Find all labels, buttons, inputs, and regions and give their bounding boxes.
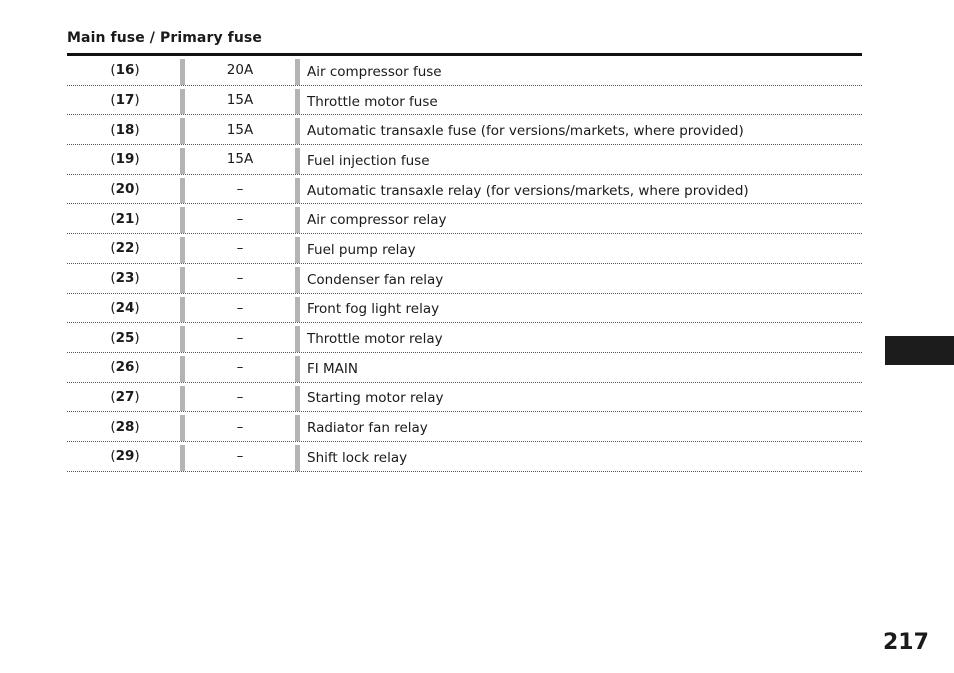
table-row	[67, 323, 862, 353]
fuse-number: ( 22 )	[110, 240, 140, 257]
page-number: 217	[883, 630, 929, 655]
fuse-rating: –	[236, 359, 244, 376]
column-divider	[295, 178, 300, 204]
fuse-rating: –	[236, 388, 244, 405]
column-divider	[295, 326, 300, 352]
fuse-number: ( 29 )	[110, 448, 140, 465]
table-row	[67, 383, 862, 413]
fuse-number: ( 24 )	[110, 299, 140, 316]
column-divider	[295, 267, 300, 293]
fuse-description: Starting motor relay	[307, 390, 444, 407]
fuse-number: ( 19 )	[110, 151, 140, 168]
column-divider	[295, 89, 300, 115]
fuse-description: Automatic transaxle fuse (for versions/markets, where provided)	[307, 123, 744, 140]
column-divider	[295, 445, 300, 471]
fuse-rating: –	[236, 210, 244, 227]
fuse-description: Automatic transaxle relay (for versions/markets, where provided)	[307, 182, 749, 199]
table-row	[67, 234, 862, 264]
table-row	[67, 145, 862, 175]
table-row	[67, 264, 862, 294]
table-row	[67, 175, 862, 205]
fuse-description: Fuel pump relay	[307, 241, 416, 258]
table-row	[67, 204, 862, 234]
table-row	[67, 442, 862, 472]
fuse-table	[67, 53, 862, 472]
fuse-number: ( 21 )	[110, 210, 140, 227]
fuse-description: Condenser fan relay	[307, 271, 444, 288]
fuse-rating: 20A	[226, 62, 254, 79]
column-divider	[295, 148, 300, 174]
fuse-rating: –	[236, 270, 244, 287]
fuse-rating: –	[236, 418, 244, 435]
table-row	[67, 56, 862, 86]
fuse-number: ( 20 )	[110, 181, 140, 198]
fuse-rating: –	[236, 181, 244, 198]
fuse-rating: –	[236, 240, 244, 257]
fuse-description: Air compressor relay	[307, 212, 447, 229]
fuse-rating: 15A	[226, 92, 254, 109]
fuse-number: ( 26 )	[110, 359, 140, 376]
fuse-description: Radiator fan relay	[307, 420, 428, 437]
fuse-description: Throttle motor fuse	[307, 93, 438, 110]
fuse-number: ( 17 )	[110, 92, 140, 109]
table-row	[67, 86, 862, 116]
fuse-number: ( 27 )	[110, 388, 140, 405]
fuse-rating: 15A	[226, 151, 254, 168]
column-divider	[295, 237, 300, 263]
fuse-number: ( 25 )	[110, 329, 140, 346]
column-divider	[295, 118, 300, 144]
fuse-description: Air compressor fuse	[307, 63, 442, 80]
fuse-description: Fuel injection fuse	[307, 152, 430, 169]
column-divider	[295, 386, 300, 412]
column-divider	[295, 297, 300, 323]
fuse-number: ( 28 )	[110, 418, 140, 435]
column-divider	[295, 207, 300, 233]
fuse-description: FI MAIN	[307, 360, 359, 377]
fuse-rating: 15A	[226, 121, 254, 138]
table-row	[67, 294, 862, 324]
table-row	[67, 353, 862, 383]
fuse-number: ( 23 )	[110, 270, 140, 287]
column-divider	[295, 415, 300, 441]
section-title: Main fuse / Primary fuse	[67, 30, 262, 46]
column-divider	[295, 59, 300, 85]
column-divider	[295, 356, 300, 382]
fuse-rating: –	[236, 299, 244, 316]
table-row	[67, 115, 862, 145]
fuse-description: Front fog light relay	[307, 301, 440, 318]
fuse-rating: –	[236, 448, 244, 465]
fuse-number: ( 16 )	[110, 62, 140, 79]
table-row	[67, 412, 862, 442]
fuse-description: Shift lock relay	[307, 449, 408, 466]
fuse-number: ( 18 )	[110, 121, 140, 138]
chapter-tab-marker	[885, 336, 954, 365]
fuse-rating: –	[236, 329, 244, 346]
fuse-description: Throttle motor relay	[307, 331, 443, 348]
